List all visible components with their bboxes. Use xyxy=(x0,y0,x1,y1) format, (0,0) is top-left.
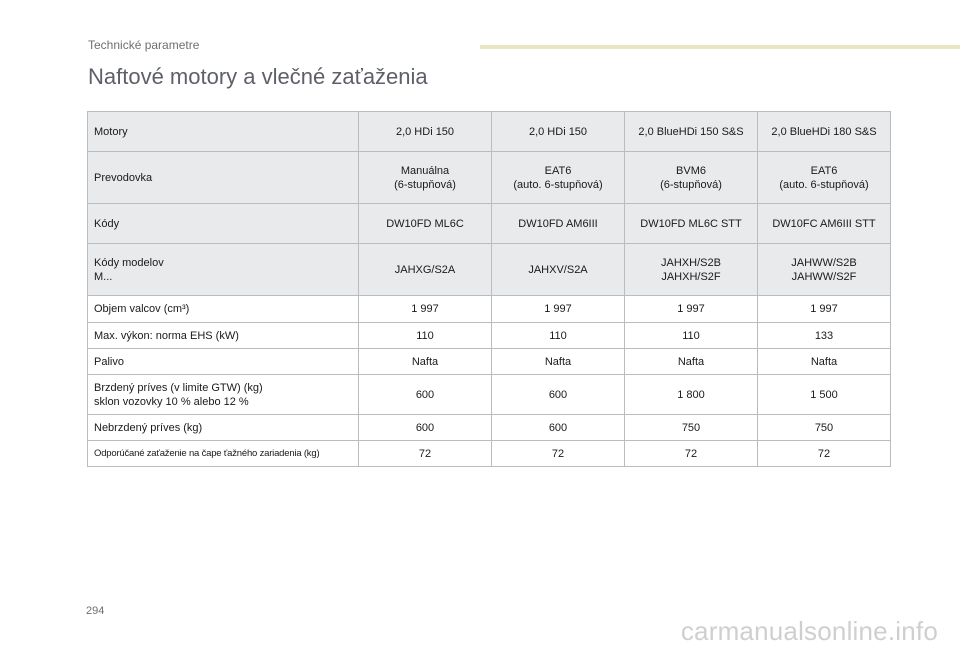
table-row xyxy=(88,415,891,441)
table-row xyxy=(88,349,891,375)
row-label xyxy=(88,244,359,296)
cell-line: 72 xyxy=(551,447,565,460)
row-label xyxy=(88,323,359,349)
engine-spec-table xyxy=(87,111,891,467)
table-cell xyxy=(625,415,758,441)
cell-line: 1 500 xyxy=(810,388,838,401)
cell-line: 600 xyxy=(415,421,435,434)
cell-line: DW10FD AM6III xyxy=(518,217,598,230)
row-label xyxy=(88,349,359,375)
row-label xyxy=(88,296,359,323)
row-label-line: Palivo xyxy=(94,355,124,368)
page-number: 294 xyxy=(86,605,105,617)
table-cell xyxy=(359,415,492,441)
row-label-line: Prevodovka xyxy=(94,171,153,184)
table-cell xyxy=(625,296,758,323)
table-cell xyxy=(625,323,758,349)
table-cell xyxy=(359,441,492,467)
table-row xyxy=(88,375,891,415)
cell-line: Nafta xyxy=(411,355,439,368)
cell-line: 1 997 xyxy=(411,303,439,315)
row-label-line: Kódy modelov xyxy=(94,256,164,269)
table-cell xyxy=(625,112,758,152)
cell-line: 1 997 xyxy=(677,303,705,315)
cell-line: JAHXV/S2A xyxy=(528,263,588,276)
row-label-line: Odporúčané zaťaženie na čape ťažného zariadenia (kg) xyxy=(94,447,320,459)
table-cell xyxy=(758,415,891,441)
table-cell xyxy=(492,204,625,244)
cell-line: 600 xyxy=(548,421,568,434)
cell-line: 2,0 HDi 150 xyxy=(528,125,588,138)
accent-bar xyxy=(480,45,960,49)
table-cell xyxy=(359,323,492,349)
table-cell xyxy=(359,244,492,296)
cell-line: 600 xyxy=(548,388,568,401)
cell-line: 72 xyxy=(418,447,432,460)
table-cell xyxy=(359,375,492,415)
cell-line: EAT6 xyxy=(544,164,572,177)
table-cell xyxy=(758,296,891,323)
section-label: Technické parametre xyxy=(88,38,200,52)
table-cell xyxy=(625,375,758,415)
cell-line: 2,0 HDi 150 xyxy=(395,125,455,138)
table-cell xyxy=(758,204,891,244)
table-row xyxy=(88,323,891,349)
table-cell xyxy=(359,349,492,375)
cell-line: DW10FC AM6III STT xyxy=(772,217,876,230)
row-label xyxy=(88,375,359,415)
table-cell xyxy=(492,296,625,323)
table-cell xyxy=(359,296,492,323)
page-title: Naftové motory a vlečné zaťaženia xyxy=(88,64,428,89)
table-cell xyxy=(492,244,625,296)
table-cell xyxy=(625,244,758,296)
row-label xyxy=(88,441,359,467)
cell-line: Nafta xyxy=(677,355,705,368)
cell-line: 110 xyxy=(682,329,700,342)
cell-line: Nafta xyxy=(544,355,572,368)
table-cell xyxy=(758,349,891,375)
table-cell xyxy=(625,349,758,375)
table-cell xyxy=(758,112,891,152)
cell-line: 72 xyxy=(817,447,831,460)
table-cell xyxy=(492,375,625,415)
cell-line: 2,0 BlueHDi 150 S&S xyxy=(638,125,744,138)
cell-line: (6-stupňová) xyxy=(660,178,722,191)
row-label-line: Nebrzdený príves (kg) xyxy=(94,421,203,434)
table-row xyxy=(88,204,891,244)
table-cell xyxy=(625,441,758,467)
row-label-line: Max. výkon: norma EHS (kW) xyxy=(94,329,239,342)
row-label xyxy=(88,152,359,204)
cell-line: Nafta xyxy=(810,355,838,368)
table-row xyxy=(88,441,891,467)
table-cell xyxy=(625,152,758,204)
cell-line: JAHWW/S2B xyxy=(791,256,857,269)
table-cell xyxy=(492,112,625,152)
cell-line: 72 xyxy=(684,447,698,460)
row-label-line: sklon vozovky 10 % alebo 12 % xyxy=(94,395,249,408)
watermark: carmanualsonline.info xyxy=(680,616,938,646)
cell-line: DW10FD ML6C xyxy=(386,217,464,230)
cell-line: 750 xyxy=(681,421,701,434)
table-cell xyxy=(758,375,891,415)
cell-line: Manuálna xyxy=(400,164,450,177)
table-cell xyxy=(359,112,492,152)
cell-line: EAT6 xyxy=(810,164,838,177)
cell-line: 750 xyxy=(814,421,834,434)
cell-line: BVM6 xyxy=(676,164,706,177)
row-label-line: Objem valcov (cm³) xyxy=(94,303,190,315)
table-cell xyxy=(492,349,625,375)
table-cell xyxy=(758,323,891,349)
row-label-line: Motory xyxy=(94,125,128,138)
table-cell xyxy=(625,204,758,244)
cell-line: 600 xyxy=(415,388,435,401)
table-cell xyxy=(359,204,492,244)
cell-line: 110 xyxy=(416,329,434,342)
cell-line: JAHXG/S2A xyxy=(394,263,456,276)
row-label-line: Kódy xyxy=(94,217,120,230)
row-label xyxy=(88,112,359,152)
row-label xyxy=(88,204,359,244)
cell-line: 1 800 xyxy=(677,388,705,401)
cell-line: 2,0 BlueHDi 180 S&S xyxy=(771,125,877,138)
table-cell xyxy=(758,441,891,467)
table-row xyxy=(88,152,891,204)
table-cell xyxy=(492,323,625,349)
cell-line: 110 xyxy=(549,329,567,342)
table-cell xyxy=(492,415,625,441)
table-row xyxy=(88,112,891,152)
cell-line: JAHXH/S2B xyxy=(661,256,721,269)
cell-line: DW10FD ML6C STT xyxy=(640,217,742,230)
cell-line: (auto. 6-stupňová) xyxy=(513,178,603,191)
cell-line: JAHWW/S2F xyxy=(791,270,857,283)
cell-line: (6-stupňová) xyxy=(394,178,456,191)
table-cell xyxy=(758,244,891,296)
cell-line: 1 997 xyxy=(544,303,572,315)
row-label-line: M... xyxy=(94,270,113,283)
cell-line: (auto. 6-stupňová) xyxy=(779,178,869,191)
row-label xyxy=(88,415,359,441)
table-cell xyxy=(492,441,625,467)
table-row xyxy=(88,296,891,323)
table-cell xyxy=(359,152,492,204)
table-cell xyxy=(492,152,625,204)
table-row xyxy=(88,244,891,296)
cell-line: 1 997 xyxy=(810,303,838,315)
row-label-line: Brzdený príves (v limite GTW) (kg) xyxy=(94,381,263,394)
table-cell xyxy=(758,152,891,204)
cell-line: 133 xyxy=(814,329,834,342)
cell-line: JAHXH/S2F xyxy=(661,270,721,283)
